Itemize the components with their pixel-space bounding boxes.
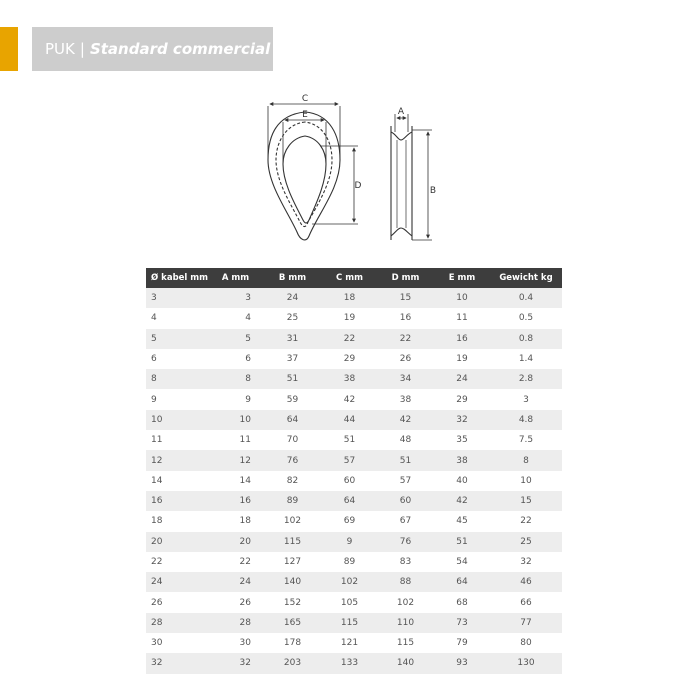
table-row (146, 471, 562, 491)
cell-d: 115 (377, 633, 434, 653)
cell-weight: 8 (490, 450, 562, 470)
cell-weight: 10 (490, 471, 562, 491)
cell-cable-diameter: 26 (146, 592, 208, 612)
cell-weight: 66 (490, 592, 562, 612)
table-row (146, 450, 562, 470)
table-header-row (146, 268, 562, 288)
cell-weight: 0.5 (490, 308, 562, 328)
cell-a: 8 (208, 369, 263, 389)
cell-weight: 1.4 (490, 349, 562, 369)
cell-weight: 32 (490, 552, 562, 572)
table-row (146, 491, 562, 511)
cell-a: 28 (208, 613, 263, 633)
cell-d: 42 (377, 410, 434, 430)
cell-cable-diameter: 14 (146, 471, 208, 491)
cell-d: 51 (377, 450, 434, 470)
cell-a: 5 (208, 329, 263, 349)
cell-b: 152 (263, 592, 322, 612)
table-row (146, 511, 562, 531)
cell-cable-diameter: 10 (146, 410, 208, 430)
cell-e: 42 (434, 491, 490, 511)
cell-c: 121 (322, 633, 377, 653)
thimble-front-view (268, 112, 340, 240)
cell-b: 102 (263, 511, 322, 531)
cell-weight: 25 (490, 532, 562, 552)
cell-b: 165 (263, 613, 322, 633)
cell-e: 32 (434, 410, 490, 430)
cell-d: 110 (377, 613, 434, 633)
cell-d: 38 (377, 389, 434, 409)
table-row (146, 349, 562, 369)
cell-b: 140 (263, 572, 322, 592)
table-body (146, 288, 562, 674)
cell-b: 25 (263, 308, 322, 328)
cell-e: 11 (434, 308, 490, 328)
cell-cable-diameter: 28 (146, 613, 208, 633)
table-row (146, 288, 562, 308)
cell-e: 51 (434, 532, 490, 552)
thimble-technical-drawing (0, 0, 700, 260)
cell-d: 83 (377, 552, 434, 572)
cell-cable-diameter: 16 (146, 491, 208, 511)
cell-weight: 3 (490, 389, 562, 409)
cell-b: 89 (263, 491, 322, 511)
dimension-label-e: E (302, 110, 308, 120)
cell-weight: 80 (490, 633, 562, 653)
cell-b: 178 (263, 633, 322, 653)
cell-cable-diameter: 11 (146, 430, 208, 450)
cell-weight: 130 (490, 653, 562, 673)
cell-c: 22 (322, 329, 377, 349)
cell-d: 88 (377, 572, 434, 592)
cell-cable-diameter: 5 (146, 329, 208, 349)
cell-e: 10 (434, 288, 490, 308)
cell-a: 26 (208, 592, 263, 612)
table-row (146, 329, 562, 349)
cell-b: 76 (263, 450, 322, 470)
cell-d: 60 (377, 491, 434, 511)
brand-name: PUK (45, 40, 75, 58)
column-header-b: B mm (263, 268, 322, 288)
column-header-c: C mm (322, 268, 377, 288)
cell-e: 68 (434, 592, 490, 612)
cell-weight: 2.8 (490, 369, 562, 389)
column-header-d: D mm (377, 268, 434, 288)
cell-d: 22 (377, 329, 434, 349)
cell-a: 3 (208, 288, 263, 308)
cell-e: 93 (434, 653, 490, 673)
cell-b: 24 (263, 288, 322, 308)
thimble-side-view (391, 126, 412, 240)
table-row (146, 369, 562, 389)
cell-c: 89 (322, 552, 377, 572)
cell-cable-diameter: 12 (146, 450, 208, 470)
dimension-label-d: D (354, 181, 362, 191)
table-row (146, 592, 562, 612)
cell-a: 16 (208, 491, 263, 511)
column-header-a: A mm (208, 268, 263, 288)
cell-c: 57 (322, 450, 377, 470)
cell-b: 127 (263, 552, 322, 572)
column-header-weight: Gewicht kg (490, 268, 562, 288)
cell-a: 30 (208, 633, 263, 653)
cell-d: 140 (377, 653, 434, 673)
cell-e: 19 (434, 349, 490, 369)
cell-weight: 22 (490, 511, 562, 531)
cell-weight: 15 (490, 491, 562, 511)
cell-e: 29 (434, 389, 490, 409)
cell-c: 38 (322, 369, 377, 389)
thimble-dimension-table (146, 268, 562, 674)
cell-a: 10 (208, 410, 263, 430)
table-row (146, 572, 562, 592)
cell-cable-diameter: 22 (146, 552, 208, 572)
cell-b: 115 (263, 532, 322, 552)
cell-c: 60 (322, 471, 377, 491)
cell-c: 9 (322, 532, 377, 552)
cell-b: 64 (263, 410, 322, 430)
cell-c: 102 (322, 572, 377, 592)
cell-e: 16 (434, 329, 490, 349)
cell-c: 69 (322, 511, 377, 531)
cell-a: 11 (208, 430, 263, 450)
cell-e: 54 (434, 552, 490, 572)
cell-d: 76 (377, 532, 434, 552)
dimension-label-a: A (397, 107, 405, 117)
thimble-side-dimensions (395, 114, 432, 240)
cell-c: 133 (322, 653, 377, 673)
table-row (146, 552, 562, 572)
title-separator: | (79, 40, 85, 58)
cell-weight: 46 (490, 572, 562, 592)
cell-c: 105 (322, 592, 377, 612)
table-row (146, 410, 562, 430)
cell-b: 37 (263, 349, 322, 369)
cell-d: 34 (377, 369, 434, 389)
cell-c: 51 (322, 430, 377, 450)
table-row (146, 430, 562, 450)
cell-weight: 77 (490, 613, 562, 633)
cell-a: 12 (208, 450, 263, 470)
cell-weight: 4.8 (490, 410, 562, 430)
cell-cable-diameter: 3 (146, 288, 208, 308)
table-row (146, 633, 562, 653)
table-row (146, 308, 562, 328)
cell-d: 57 (377, 471, 434, 491)
cell-a: 22 (208, 552, 263, 572)
cell-a: 20 (208, 532, 263, 552)
cell-a: 14 (208, 471, 263, 491)
cell-c: 44 (322, 410, 377, 430)
column-header-cable-diameter: Ø kabel mm (146, 268, 208, 288)
cell-e: 79 (434, 633, 490, 653)
cell-b: 31 (263, 329, 322, 349)
cell-a: 24 (208, 572, 263, 592)
cell-b: 82 (263, 471, 322, 491)
cell-d: 102 (377, 592, 434, 612)
cell-b: 51 (263, 369, 322, 389)
table-row (146, 532, 562, 552)
cell-e: 73 (434, 613, 490, 633)
cell-cable-diameter: 32 (146, 653, 208, 673)
cell-c: 29 (322, 349, 377, 369)
cell-cable-diameter: 9 (146, 389, 208, 409)
dimension-label-c: C (301, 94, 309, 104)
cell-e: 40 (434, 471, 490, 491)
cell-cable-diameter: 6 (146, 349, 208, 369)
cell-a: 6 (208, 349, 263, 369)
cell-c: 64 (322, 491, 377, 511)
cell-a: 9 (208, 389, 263, 409)
cell-d: 67 (377, 511, 434, 531)
cell-cable-diameter: 24 (146, 572, 208, 592)
cell-weight: 0.8 (490, 329, 562, 349)
cell-d: 26 (377, 349, 434, 369)
cell-weight: 0.4 (490, 288, 562, 308)
table-row (146, 613, 562, 633)
product-subtitle: Standard commercial (89, 40, 271, 58)
cell-b: 70 (263, 430, 322, 450)
cell-e: 64 (434, 572, 490, 592)
cell-e: 45 (434, 511, 490, 531)
cell-a: 18 (208, 511, 263, 531)
column-header-e: E mm (434, 268, 490, 288)
cell-a: 32 (208, 653, 263, 673)
cell-d: 16 (377, 308, 434, 328)
cell-cable-diameter: 8 (146, 369, 208, 389)
cell-b: 203 (263, 653, 322, 673)
cell-b: 59 (263, 389, 322, 409)
cell-e: 38 (434, 450, 490, 470)
cell-c: 18 (322, 288, 377, 308)
cell-weight: 7.5 (490, 430, 562, 450)
cell-a: 4 (208, 308, 263, 328)
dimension-label-b: B (429, 186, 437, 196)
cell-cable-diameter: 20 (146, 532, 208, 552)
cell-d: 15 (377, 288, 434, 308)
cell-c: 42 (322, 389, 377, 409)
table-row (146, 653, 562, 673)
cell-e: 35 (434, 430, 490, 450)
cell-cable-diameter: 30 (146, 633, 208, 653)
cell-cable-diameter: 18 (146, 511, 208, 531)
cell-e: 24 (434, 369, 490, 389)
cell-c: 19 (322, 308, 377, 328)
table-row (146, 389, 562, 409)
cell-c: 115 (322, 613, 377, 633)
cell-cable-diameter: 4 (146, 308, 208, 328)
cell-d: 48 (377, 430, 434, 450)
